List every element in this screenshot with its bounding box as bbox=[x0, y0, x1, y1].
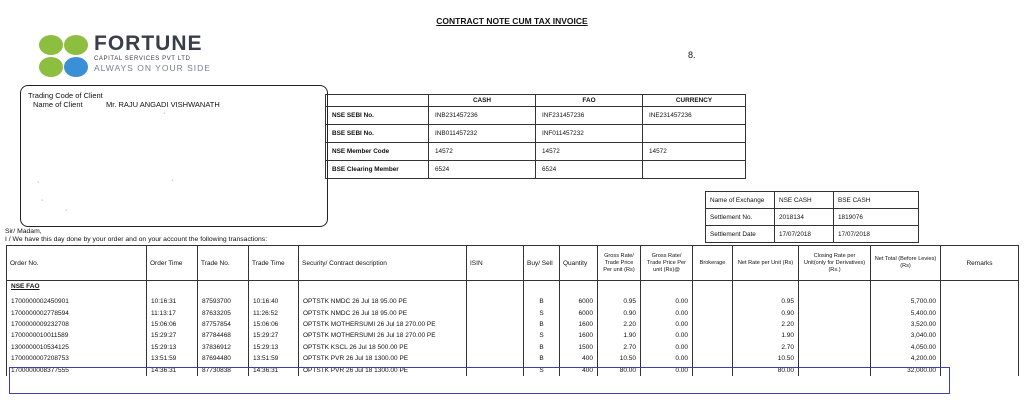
segment-row: NSE FAO bbox=[7, 281, 1019, 293]
cell-order-no: 1700000007208753 bbox=[7, 353, 147, 364]
cell-gross2: 0.00 bbox=[641, 364, 693, 375]
col-cash: CASH bbox=[429, 95, 536, 107]
cell-net-total: 32,000.00 bbox=[871, 364, 941, 375]
cell-security: OPTSTK NMDC 26 Jul 18 95.00 PE bbox=[299, 296, 467, 307]
table-row bbox=[7, 353, 1019, 364]
cell-order-no: 1700000008377555 bbox=[7, 364, 147, 375]
cell-bs: S bbox=[524, 307, 560, 318]
cell-trade-time: 13:51:59 bbox=[249, 353, 299, 364]
cell-trade-no: 37836912 bbox=[198, 342, 249, 353]
cell-qty: 1600 bbox=[560, 319, 598, 330]
cell-trade-time: 15:29:13 bbox=[249, 342, 299, 353]
salutation-block bbox=[5, 228, 267, 244]
company-logo bbox=[38, 33, 228, 79]
cell-qty: 400 bbox=[560, 364, 598, 375]
table-row bbox=[7, 319, 1019, 330]
cell-bs: B bbox=[524, 353, 560, 364]
clover-logo-icon bbox=[38, 34, 90, 78]
cell-order-no: 1700000009232708 bbox=[7, 319, 147, 330]
cell-trade-time: 14:36:31 bbox=[249, 364, 299, 375]
cell-order-time: 10:16:31 bbox=[147, 296, 198, 307]
client-info-box: Trading Code of Client Name of Client Mr. RAJU ANGADI VISHWANATH · · · · · bbox=[20, 85, 328, 227]
cell-gross: 10.50 bbox=[598, 353, 641, 364]
cell-trade-time: 15:06:06 bbox=[249, 319, 299, 330]
cell-gross: 80.00 bbox=[598, 364, 641, 375]
cell-trade-time: 10:16:40 bbox=[249, 296, 299, 307]
table-row bbox=[7, 330, 1019, 341]
table-row: NSE SEBI No. INB231457236 INF231457236 INE231457236 bbox=[326, 107, 746, 125]
brand-name: FORTUNE bbox=[94, 32, 203, 55]
cell-net-total: 5,400.00 bbox=[871, 307, 941, 318]
cell-gross2: 0.00 bbox=[641, 342, 693, 353]
table-row: Settlement Date 17/07/2018 17/07/2018 bbox=[706, 226, 919, 243]
cell-net-rate: 0.90 bbox=[733, 307, 799, 318]
table-row: Name of Exchange NSE CASH BSE CASH bbox=[706, 192, 919, 209]
cell-qty: 1600 bbox=[560, 330, 598, 341]
salutation: Sir/ Madam, bbox=[5, 228, 42, 235]
cell-order-time: 14:36:31 bbox=[147, 364, 198, 375]
cell-gross2: 0.00 bbox=[641, 319, 693, 330]
cell-security: OPTSTK PVR 26 Jul 18 1300.00 PE bbox=[299, 364, 467, 375]
cell-security: OPTSTK NMDC 26 Jul 18 95.00 PE bbox=[299, 307, 467, 318]
brand-subtitle: CAPITAL SERVICES PVT LTD bbox=[94, 56, 191, 62]
settlement-table bbox=[705, 191, 919, 243]
cell-net-rate: 10.50 bbox=[733, 353, 799, 364]
cell-order-no: 1700000002778594 bbox=[7, 307, 147, 318]
cell-net-rate: 80.00 bbox=[733, 364, 799, 375]
cell-gross: 0.95 bbox=[598, 296, 641, 307]
cell-order-time: 13:51:59 bbox=[147, 353, 198, 364]
client-name-label: Name of Client bbox=[33, 100, 83, 109]
table-row bbox=[7, 307, 1019, 318]
table-row: Settlement No. 2018134 1819076 bbox=[706, 209, 919, 226]
table-row: NSE Member Code 14572 14572 14572 bbox=[326, 143, 746, 161]
cell-gross: 1.90 bbox=[598, 330, 641, 341]
cell-order-time: 15:06:06 bbox=[147, 319, 198, 330]
cell-gross2: 0.00 bbox=[641, 307, 693, 318]
cell-security: OPTSTK PVR 26 Jul 18 1300.00 PE bbox=[299, 353, 467, 364]
cell-trade-no: 87757854 bbox=[198, 319, 249, 330]
cell-qty: 400 bbox=[560, 353, 598, 364]
cell-gross2: 0.00 bbox=[641, 296, 693, 307]
registration-table bbox=[325, 94, 746, 179]
table-row: BSE Clearing Member 6524 6524 bbox=[326, 161, 746, 179]
cell-gross: 0.90 bbox=[598, 307, 641, 318]
cell-order-time: 11:13:17 bbox=[147, 307, 198, 318]
cell-qty: 6000 bbox=[560, 296, 598, 307]
cell-security: OPTSTK MOTHERSUMI 26 Jul 18 270.00 PE bbox=[299, 330, 467, 341]
cell-trade-no: 87730838 bbox=[198, 364, 249, 375]
cell-order-time: 15:29:13 bbox=[147, 342, 198, 353]
cell-net-total: 3,040.00 bbox=[871, 330, 941, 341]
col-fao: FAO bbox=[536, 95, 643, 107]
cell-gross2: 0.00 bbox=[641, 330, 693, 341]
cell-qty: 6000 bbox=[560, 307, 598, 318]
table-row bbox=[7, 342, 1019, 353]
cell-bs: B bbox=[524, 319, 560, 330]
trading-code-label: Trading Code of Client bbox=[28, 91, 103, 100]
cell-net-total: 4,050.00 bbox=[871, 342, 941, 353]
cell-bs: S bbox=[524, 330, 560, 341]
cell-security: OPTSTK MOTHERSUMI 26 Jul 18 270.00 PE bbox=[299, 319, 467, 330]
cell-trade-time: 15:29:27 bbox=[249, 330, 299, 341]
cell-gross: 2.20 bbox=[598, 319, 641, 330]
cell-order-no: 1300000010534125 bbox=[7, 342, 147, 353]
cell-trade-time: 11:26:52 bbox=[249, 307, 299, 318]
cell-net-rate: 2.20 bbox=[733, 319, 799, 330]
trades-table bbox=[6, 245, 1019, 376]
cell-trade-no: 87593700 bbox=[198, 296, 249, 307]
cell-bs: B bbox=[524, 342, 560, 353]
cell-gross: 2.70 bbox=[598, 342, 641, 353]
table-row: BSE SEBI No. INB011457232 INF011457232 bbox=[326, 125, 746, 143]
cell-trade-no: 87694480 bbox=[198, 353, 249, 364]
cell-net-total: 5,700.00 bbox=[871, 296, 941, 307]
table-header: Order No. Order Time Trade No. Trade Time Security/ Contract description ISIN Buy/ Sell Quantity Gross Rate/ Trade Price Per unit (Rs) Gross Rate/ Trade Price Per unit (Rs)@ Brokerage Net Rate per Unit (Rs) Closing Rate per Unit(only for Derivatives) (Rs.) Net Total (Before Levies) (Rs) Remarks bbox=[7, 246, 1019, 281]
cell-bs: S bbox=[524, 364, 560, 375]
cell-net-total: 4,200.00 bbox=[871, 353, 941, 364]
document-title: CONTRACT NOTE CUM TAX INVOICE bbox=[436, 16, 588, 26]
cell-bs: B bbox=[524, 296, 560, 307]
table-row bbox=[7, 296, 1019, 307]
cell-order-no: 1700000002450901 bbox=[7, 296, 147, 307]
cell-security: OPTSTK KSCL 26 Jul 18 500.00 PE bbox=[299, 342, 467, 353]
cell-trade-no: 87633205 bbox=[198, 307, 249, 318]
cell-net-rate: 2.70 bbox=[733, 342, 799, 353]
cell-qty: 1500 bbox=[560, 342, 598, 353]
highlight-box bbox=[9, 367, 950, 394]
cell-net-total: 3,520.00 bbox=[871, 319, 941, 330]
cell-trade-no: 87784468 bbox=[198, 330, 249, 341]
col-currency: CURRENCY bbox=[643, 95, 746, 107]
cell-order-no: 1700000010011589 bbox=[7, 330, 147, 341]
cell-net-rate: 0.95 bbox=[733, 296, 799, 307]
intro-text: I / We have this day done by your order and on your account the following transactions: bbox=[5, 236, 268, 243]
page-number: 8. bbox=[688, 50, 696, 60]
cell-order-time: 15:29:27 bbox=[147, 330, 198, 341]
client-name-value: Mr. RAJU ANGADI VISHWANATH bbox=[106, 100, 220, 109]
cell-net-rate: 1.90 bbox=[733, 330, 799, 341]
brand-tagline: ALWAYS ON YOUR SIDE bbox=[94, 63, 211, 73]
cell-gross2: 0.00 bbox=[641, 353, 693, 364]
